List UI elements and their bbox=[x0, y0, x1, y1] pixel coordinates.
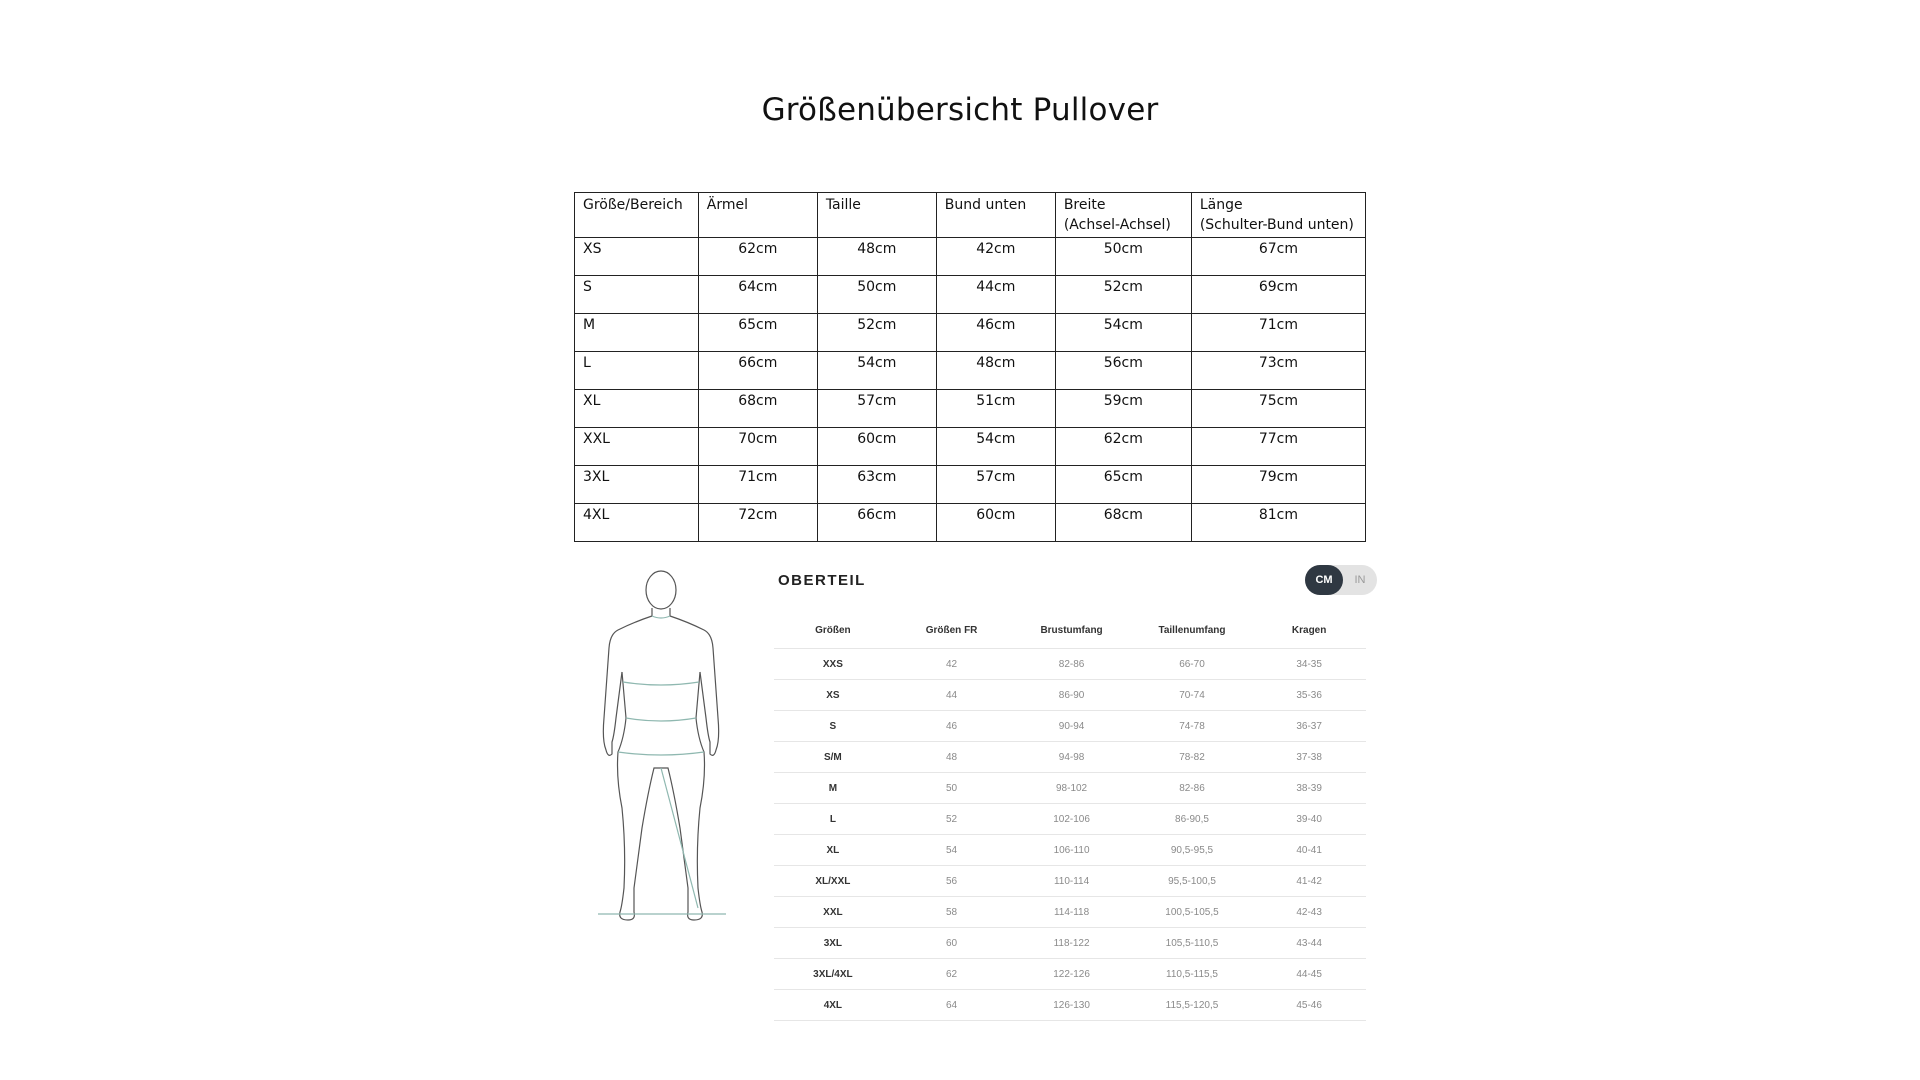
measure-cell: 34-35 bbox=[1252, 649, 1366, 680]
measure-cell: 46cm bbox=[936, 314, 1055, 352]
measure-cell: 71cm bbox=[698, 466, 817, 504]
measure-cell: 81cm bbox=[1191, 504, 1365, 542]
size-cell: XL bbox=[575, 390, 699, 428]
section-title-oberteil: OBERTEIL bbox=[778, 572, 866, 589]
table-row bbox=[774, 866, 1366, 897]
measure-cell: 45-46 bbox=[1252, 990, 1366, 1021]
table-row bbox=[774, 959, 1366, 990]
measure-cell: 57cm bbox=[936, 466, 1055, 504]
header-width: Breite (Achsel-Achsel) bbox=[1055, 193, 1191, 238]
measure-cell: 115,5-120,5 bbox=[1132, 990, 1253, 1021]
table-row bbox=[575, 352, 1366, 390]
header-hem: Bund unten bbox=[936, 193, 1055, 238]
unit-toggle[interactable] bbox=[1305, 565, 1377, 595]
measure-cell: 42-43 bbox=[1252, 897, 1366, 928]
table-row bbox=[774, 742, 1366, 773]
measure-cell: 118-122 bbox=[1011, 928, 1131, 959]
measure-cell: 56 bbox=[892, 866, 1012, 897]
table-row bbox=[774, 773, 1366, 804]
header-waist: Taille bbox=[817, 193, 936, 238]
measure-cell: 68cm bbox=[1055, 504, 1191, 542]
measure-cell: 52 bbox=[892, 804, 1012, 835]
measure-cell: 37-38 bbox=[1252, 742, 1366, 773]
table-row bbox=[575, 276, 1366, 314]
measure-cell: 42cm bbox=[936, 238, 1055, 276]
table-row bbox=[774, 711, 1366, 742]
table-row bbox=[774, 928, 1366, 959]
size-cell: XL/XXL bbox=[774, 866, 892, 897]
measure-cell: 39-40 bbox=[1252, 804, 1366, 835]
measure-cell: 72cm bbox=[698, 504, 817, 542]
size-cell: 4XL bbox=[774, 990, 892, 1021]
measure-cell: 86-90,5 bbox=[1132, 804, 1253, 835]
measure-cell: 75cm bbox=[1191, 390, 1365, 428]
size-cell: XXL bbox=[575, 428, 699, 466]
measure-cell: 51cm bbox=[936, 390, 1055, 428]
measure-cell: 60cm bbox=[817, 428, 936, 466]
measure-cell: 66cm bbox=[698, 352, 817, 390]
measure-cell: 54 bbox=[892, 835, 1012, 866]
size-cell: S bbox=[774, 711, 892, 742]
measure-cell: 42 bbox=[892, 649, 1012, 680]
measure-cell: 68cm bbox=[698, 390, 817, 428]
measure-cell: 110,5-115,5 bbox=[1132, 959, 1253, 990]
measure-cell: 41-42 bbox=[1252, 866, 1366, 897]
table-row bbox=[575, 428, 1366, 466]
measure-cell: 44cm bbox=[936, 276, 1055, 314]
size-cell: XS bbox=[575, 238, 699, 276]
size-table-oberteil bbox=[774, 612, 1366, 1021]
measure-cell: 73cm bbox=[1191, 352, 1365, 390]
size-cell: S/M bbox=[774, 742, 892, 773]
header-sizes-fr: Größen FR bbox=[925, 624, 978, 636]
table-row bbox=[774, 649, 1366, 680]
measure-cell: 74-78 bbox=[1132, 711, 1253, 742]
measure-cell: 71cm bbox=[1191, 314, 1365, 352]
measure-cell: 106-110 bbox=[1011, 835, 1131, 866]
size-cell: L bbox=[575, 352, 699, 390]
measure-cell: 110-114 bbox=[1011, 866, 1131, 897]
measure-cell: 66-70 bbox=[1132, 649, 1253, 680]
measure-cell: 48cm bbox=[936, 352, 1055, 390]
table-row bbox=[575, 504, 1366, 542]
header-size: Größe/Bereich bbox=[575, 193, 699, 238]
measure-cell: 52cm bbox=[1055, 276, 1191, 314]
measure-cell: 54cm bbox=[817, 352, 936, 390]
size-cell: S bbox=[575, 276, 699, 314]
table-row bbox=[575, 314, 1366, 352]
measure-cell: 63cm bbox=[817, 466, 936, 504]
measure-cell: 38-39 bbox=[1252, 773, 1366, 804]
measure-cell: 50cm bbox=[1055, 238, 1191, 276]
table-header-row bbox=[575, 193, 1366, 238]
measure-cell: 36-37 bbox=[1252, 711, 1366, 742]
header-sizes: Größen bbox=[815, 624, 851, 636]
measure-cell: 48 bbox=[892, 742, 1012, 773]
size-cell: XL bbox=[774, 835, 892, 866]
measure-cell: 62 bbox=[892, 959, 1012, 990]
measure-cell: 105,5-110,5 bbox=[1132, 928, 1253, 959]
table-row bbox=[774, 897, 1366, 928]
measure-cell: 60 bbox=[892, 928, 1012, 959]
size-cell: XXS bbox=[774, 649, 892, 680]
measure-cell: 90,5-95,5 bbox=[1132, 835, 1253, 866]
table-row bbox=[774, 680, 1366, 711]
measure-cell: 44-45 bbox=[1252, 959, 1366, 990]
measure-cell: 65cm bbox=[698, 314, 817, 352]
measure-cell: 98-102 bbox=[1011, 773, 1131, 804]
header-waist: Taillenumfang bbox=[1158, 624, 1226, 636]
size-cell: 3XL bbox=[575, 466, 699, 504]
measure-cell: 62cm bbox=[1055, 428, 1191, 466]
measure-cell: 48cm bbox=[817, 238, 936, 276]
header-length: Länge (Schulter-Bund unten) bbox=[1191, 193, 1365, 238]
header-sleeve: Ärmel bbox=[698, 193, 817, 238]
measure-cell: 46 bbox=[892, 711, 1012, 742]
measure-cell: 62cm bbox=[698, 238, 817, 276]
measure-cell: 70cm bbox=[698, 428, 817, 466]
measure-cell: 44 bbox=[892, 680, 1012, 711]
measure-cell: 78-82 bbox=[1132, 742, 1253, 773]
size-cell: 3XL bbox=[774, 928, 892, 959]
measure-cell: 60cm bbox=[936, 504, 1055, 542]
measure-cell: 57cm bbox=[817, 390, 936, 428]
table-row bbox=[774, 990, 1366, 1021]
measure-cell: 58 bbox=[892, 897, 1012, 928]
size-cell: XS bbox=[774, 680, 892, 711]
measure-cell: 50cm bbox=[817, 276, 936, 314]
table-row bbox=[575, 238, 1366, 276]
measure-cell: 90-94 bbox=[1011, 711, 1131, 742]
measure-cell: 54cm bbox=[936, 428, 1055, 466]
measure-cell: 100,5-105,5 bbox=[1132, 897, 1253, 928]
measure-cell: 86-90 bbox=[1011, 680, 1131, 711]
measure-cell: 35-36 bbox=[1252, 680, 1366, 711]
measure-cell: 77cm bbox=[1191, 428, 1365, 466]
measure-cell: 65cm bbox=[1055, 466, 1191, 504]
size-cell: M bbox=[774, 773, 892, 804]
measure-cell: 126-130 bbox=[1011, 990, 1131, 1021]
measure-cell: 50 bbox=[892, 773, 1012, 804]
measure-cell: 43-44 bbox=[1252, 928, 1366, 959]
table-row bbox=[774, 804, 1366, 835]
measure-cell: 95,5-100,5 bbox=[1132, 866, 1253, 897]
size-cell: 3XL/4XL bbox=[774, 959, 892, 990]
size-cell: M bbox=[575, 314, 699, 352]
measure-cell: 64 bbox=[892, 990, 1012, 1021]
size-cell: XXL bbox=[774, 897, 892, 928]
table-row bbox=[774, 835, 1366, 866]
measure-cell: 64cm bbox=[698, 276, 817, 314]
measure-cell: 70-74 bbox=[1132, 680, 1253, 711]
table-row bbox=[575, 466, 1366, 504]
measure-cell: 67cm bbox=[1191, 238, 1365, 276]
measure-cell: 114-118 bbox=[1011, 897, 1131, 928]
measure-cell: 59cm bbox=[1055, 390, 1191, 428]
unit-in-button[interactable]: IN bbox=[1354, 574, 1366, 586]
measure-cell: 82-86 bbox=[1132, 773, 1253, 804]
unit-cm-button[interactable]: CM bbox=[1305, 565, 1343, 595]
measure-cell: 56cm bbox=[1055, 352, 1191, 390]
measure-cell: 52cm bbox=[817, 314, 936, 352]
table-row bbox=[575, 390, 1366, 428]
measure-cell: 54cm bbox=[1055, 314, 1191, 352]
header-collar: Kragen bbox=[1291, 624, 1327, 636]
measure-cell: 122-126 bbox=[1011, 959, 1131, 990]
size-table-cm bbox=[574, 192, 1366, 542]
measure-cell: 69cm bbox=[1191, 276, 1365, 314]
measure-cell: 66cm bbox=[817, 504, 936, 542]
measure-cell: 94-98 bbox=[1011, 742, 1131, 773]
measure-cell: 79cm bbox=[1191, 466, 1365, 504]
measure-cell: 40-41 bbox=[1252, 835, 1366, 866]
table-header-row bbox=[774, 612, 1366, 649]
page-title: Größenübersicht Pullover bbox=[761, 92, 1159, 128]
size-cell: L bbox=[774, 804, 892, 835]
header-chest: Brustumfang bbox=[1040, 624, 1103, 636]
measure-cell: 82-86 bbox=[1011, 649, 1131, 680]
size-cell: 4XL bbox=[575, 504, 699, 542]
measure-cell: 102-106 bbox=[1011, 804, 1131, 835]
body-figure-illustration bbox=[594, 568, 730, 930]
